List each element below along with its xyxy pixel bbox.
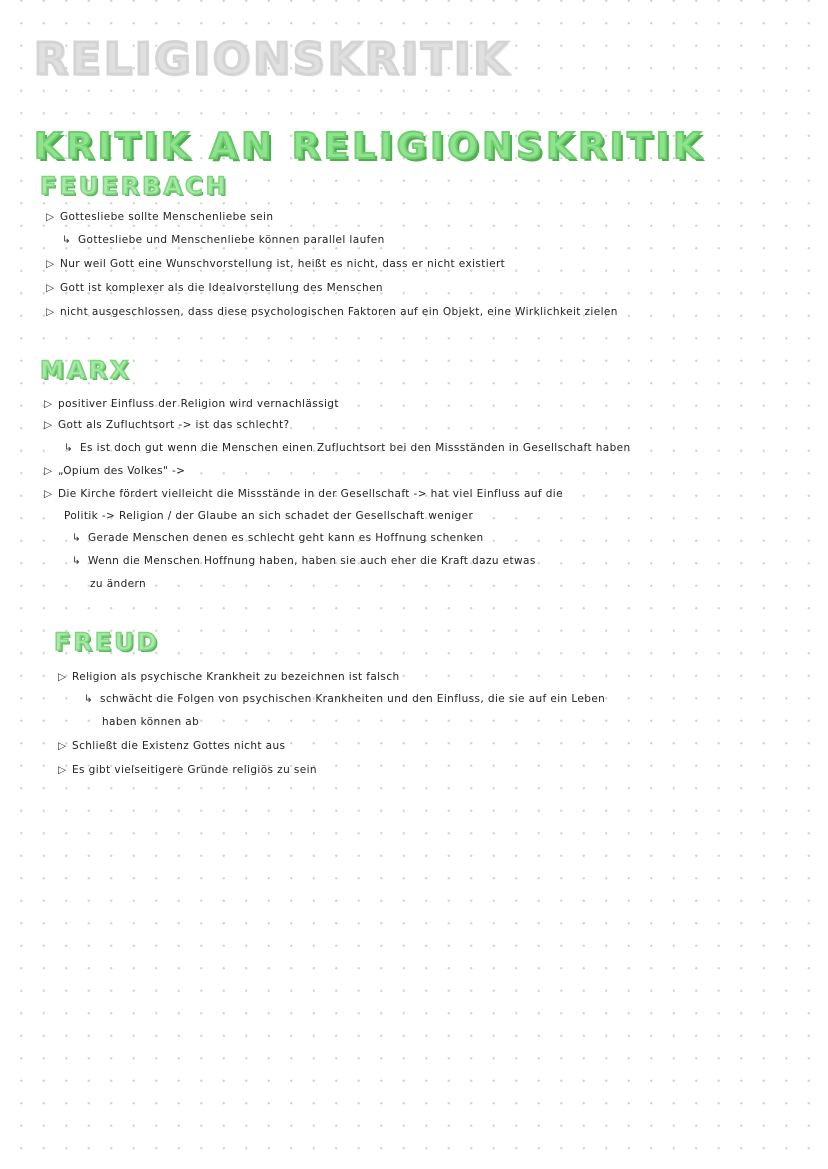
sub-arrow-icon: ↳: [84, 693, 94, 705]
bullet-icon: ▷: [46, 282, 55, 294]
bullet-icon: ▷: [44, 465, 53, 477]
note-line: ▷ Schließt die Existenz Gottes nicht aus: [58, 740, 286, 752]
bullet-icon: ▷: [46, 306, 55, 318]
note-line: ▷ positiver Einfluss der Religion wird vernachlässigt: [44, 398, 339, 410]
note-line: ↳ Es ist doch gut wenn die Menschen einen Zufluchtsort bei den Missständen in Gesellschaft haben: [64, 442, 631, 454]
bullet-icon: ▷: [58, 764, 67, 776]
section-heading-freud: FREUD: [54, 628, 160, 656]
note-line: haben können ab: [102, 716, 200, 728]
note-line: ▷ Religion als psychische Krankheit zu bezeichnen ist falsch: [58, 671, 400, 683]
note-line: ↳ Gottesliebe und Menschenliebe können parallel laufen: [62, 234, 385, 246]
note-line: ↳ Gerade Menschen denen es schlecht geht kann es Hoffnung schenken: [72, 532, 484, 544]
bullet-icon: ▷: [44, 488, 53, 500]
bullet-icon: ▷: [46, 258, 55, 270]
note-line: ↳ Wenn die Menschen Hoffnung haben, haben sie auch eher die Kraft dazu etwas: [72, 555, 536, 567]
sub-arrow-icon: ↳: [72, 555, 82, 567]
note-line: zu ändern: [90, 578, 147, 590]
main-heading: KRITIK AN RELIGIONSKRITIK: [34, 126, 706, 167]
section-heading-feuerbach: FEUERBACH: [40, 172, 229, 200]
note-line: ▷ „Opium des Volkes" ->: [44, 465, 186, 477]
note-line: ▷ Nur weil Gott eine Wunschvorstellung ist, heißt es nicht, dass er nicht existiert: [46, 258, 506, 270]
sub-arrow-icon: ↳: [72, 532, 82, 544]
note-line: ▷ Gott als Zufluchtsort -> ist das schlecht?: [44, 419, 290, 431]
sub-arrow-icon: ↳: [62, 234, 72, 246]
note-line: ▷ Gottesliebe sollte Menschenliebe sein: [46, 211, 274, 223]
note-line: ▷ Die Kirche fördert vielleicht die Missstände in der Gesellschaft -> hat viel Einfluss auf die: [44, 488, 563, 500]
bullet-icon: ▷: [58, 671, 67, 683]
bullet-icon: ▷: [58, 740, 67, 752]
bullet-icon: ▷: [46, 211, 55, 223]
note-line: ▷ Es gibt vielseitigere Gründe religiös zu sein: [58, 764, 317, 776]
note-line: ↳ schwächt die Folgen von psychischen Krankheiten und den Einfluss, die sie auf ein Leben: [84, 693, 606, 705]
bullet-icon: ▷: [44, 419, 53, 431]
note-line: ▷ Gott ist komplexer als die Idealvorstellung des Menschen: [46, 282, 383, 294]
section-heading-marx: MARX: [40, 356, 132, 384]
note-line: ▷ nicht ausgeschlossen, dass diese psychologischen Faktoren auf ein Objekt, eine Wirklichkeit zielen: [46, 306, 618, 318]
note-line: Politik -> Religion / der Glaube an sich schadet der Gesellschaft weniger: [64, 510, 474, 522]
page-title: RELIGIONSKRITIK: [34, 34, 511, 85]
sub-arrow-icon: ↳: [64, 442, 74, 454]
bullet-icon: ▷: [44, 398, 53, 410]
